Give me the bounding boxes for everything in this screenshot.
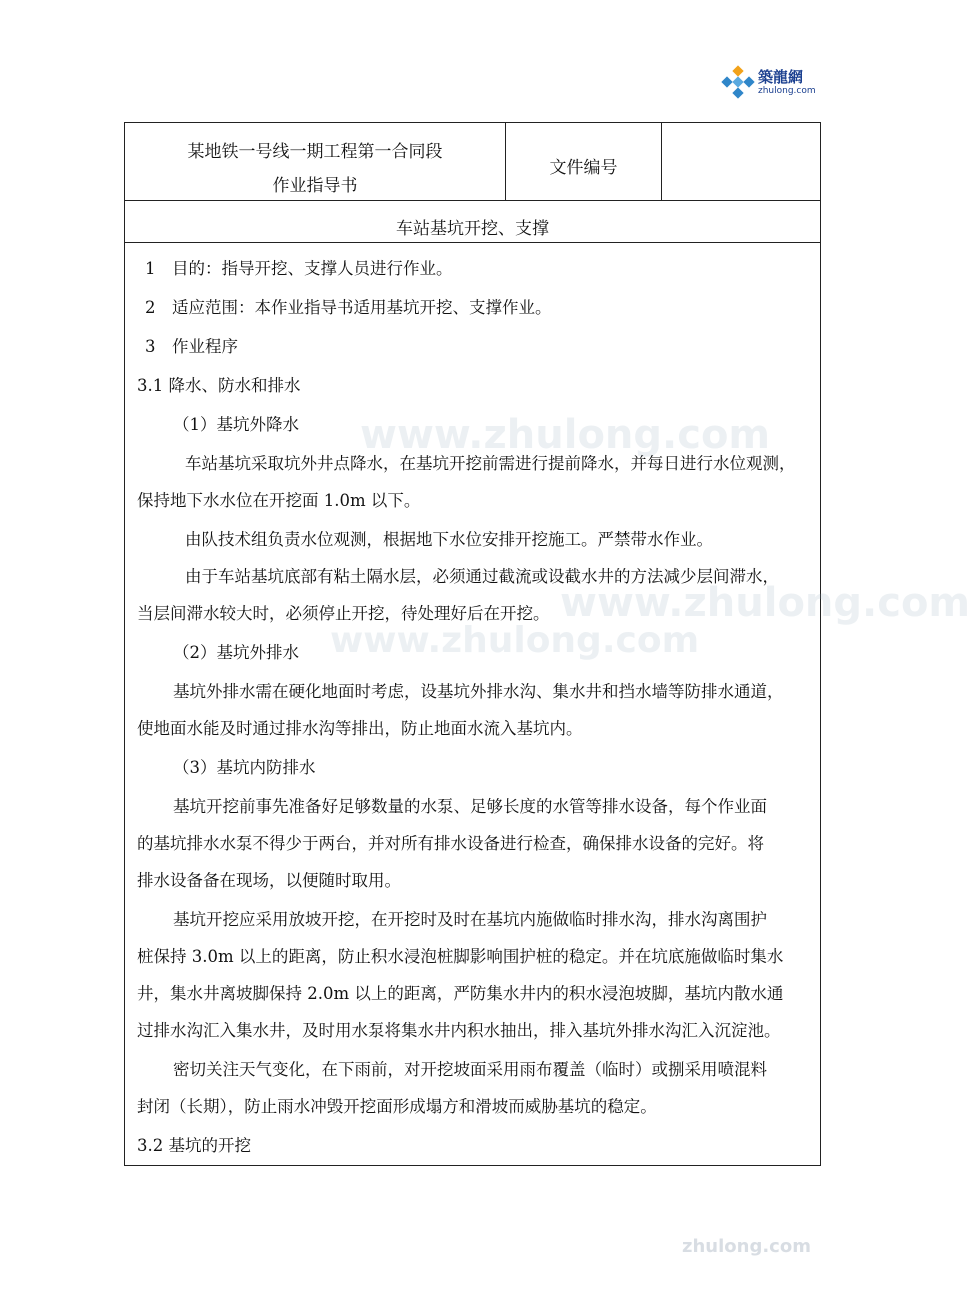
doc-title-line1: 某地铁一号线一期工程第一合同段 <box>187 142 443 162</box>
body-line: 密切关注天气变化，在下雨前，对开挖坡面采用雨布覆盖（临时）或捌采用喷混料 <box>173 1060 767 1079</box>
footer-watermark: zhulong.com <box>682 1236 811 1257</box>
subject-title: 车站基坑开挖、支撑 <box>396 219 549 239</box>
body-line: 2 适应范围：本作业指导书适用基坑开挖、支撑作业。 <box>145 298 552 317</box>
body-line: 排水设备备在现场，以便随时取用。 <box>137 871 401 890</box>
body-line: 的基坑排水水泵不得少于两台，并对所有排水设备进行检查，确保排水设备的完好。将 <box>137 834 764 853</box>
body-line: 井，集水井离坡脚保持 2.0m 以上的距离，严防集水井内的积水浸泡坡脚，基坑内散水通 <box>137 984 784 1003</box>
body-line: 保持地下水水位在开挖面 1.0m 以下。 <box>137 491 421 510</box>
body-line: 车站基坑采取坑外井点降水，在基坑开挖前需进行提前降水，并每日进行水位观测， <box>185 454 796 473</box>
body-line: 由队技术组负责水位观测，根据地下水位安排开挖施工。严禁带水作业。 <box>185 530 713 549</box>
subsection-heading: （3）基坑内防排水 <box>173 758 316 777</box>
body-line: 过排水沟汇入集水井，及时用水泵将集水井内积水抽出，排入基坑外排水沟汇入沉淀池。 <box>137 1021 781 1040</box>
subject-bottom-border <box>125 242 820 243</box>
body-line: 使地面水能及时通过排水沟等排出，防止地面水流入基坑内。 <box>137 719 583 738</box>
watermark-text: www.zhulong.com <box>360 412 771 458</box>
watermark-text: www.zhulong.com <box>330 620 700 661</box>
zhulong-logo <box>722 62 822 102</box>
body-line: 基坑外排水需在硬化地面时考虑，设基坑外排水沟、集水井和挡水墙等防排水通道， <box>173 682 784 701</box>
body-line: 1 目的：指导开挖、支撑人员进行作业。 <box>145 259 453 278</box>
doc-number-label: 文件编号 <box>549 158 618 178</box>
body-line: 封闭（长期），防止雨水冲毁开挖面形成塌方和滑坡而威胁基坑的稳定。 <box>137 1097 657 1116</box>
zhulong-logo-icon <box>722 66 754 98</box>
body-line: 当层间滞水较大时，必须停止开挖，待处理好后在开挖。 <box>137 604 550 623</box>
body-line: 桩保持 3.0m 以上的距离，防止积水浸泡桩脚影响围护桩的稳定。并在坑底施做临时集水 <box>137 947 784 966</box>
header-bottom-border <box>125 200 820 201</box>
body-line: 由于车站基坑底部有粘土隔水层，必须通过截流或设截水井的方法减少层间滞水， <box>185 567 779 586</box>
logo-text-en: zhulong.com <box>758 86 816 96</box>
body-line: 3 作业程序 <box>145 337 238 356</box>
section-heading: 3.1 降水、防水和排水 <box>137 376 301 395</box>
watermark-text: www.zhulong.com <box>560 580 970 626</box>
logo-text-cn: 築龍網 <box>758 68 804 86</box>
section-heading: 3.2 基坑的开挖 <box>137 1136 251 1155</box>
subsection-heading: （2）基坑外排水 <box>173 643 299 662</box>
subsection-heading: （1）基坑外降水 <box>173 415 299 434</box>
body-line: 基坑开挖前事先准备好足够数量的水泵、足够长度的水管等排水设备，每个作业面 <box>173 797 767 816</box>
header-divider-2 <box>661 123 662 200</box>
document-table <box>124 122 821 1166</box>
doc-title-line2: 作业指导书 <box>272 176 358 196</box>
body-line: 基坑开挖应采用放坡开挖，在开挖时及时在基坑内施做临时排水沟，排水沟离围护 <box>173 910 767 929</box>
